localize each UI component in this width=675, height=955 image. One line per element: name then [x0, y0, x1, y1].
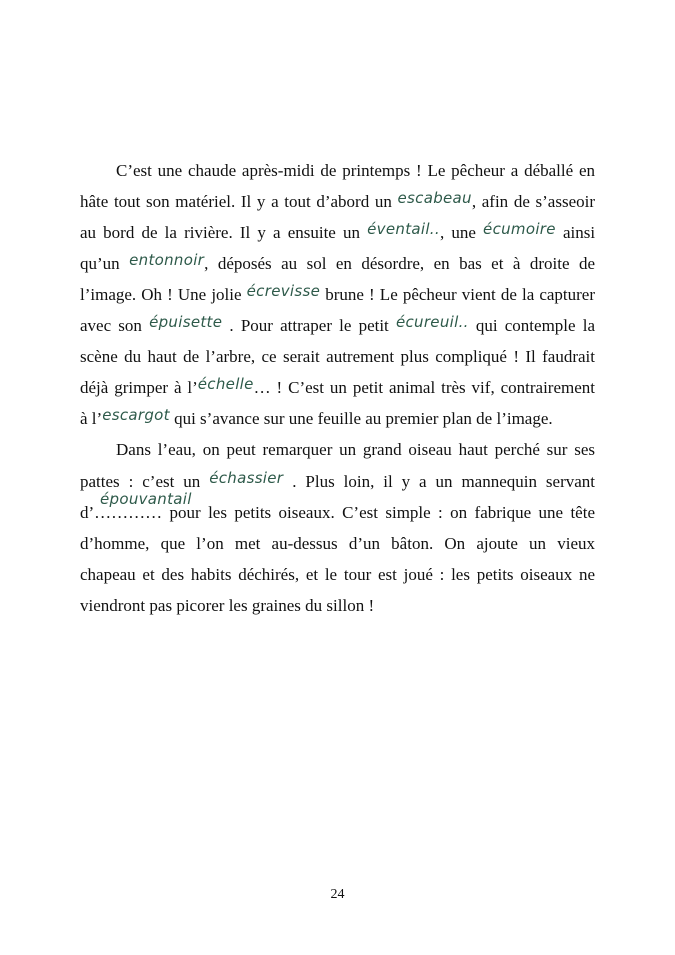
text-segment: à l’: [80, 409, 103, 428]
text-segment: scène du haut de l’arbre, ce serait autrement plus compliqué ! Il faudrait: [80, 347, 595, 366]
dotted-blank: [80, 490, 192, 523]
text-segment: , une: [439, 223, 476, 242]
para1-line1: [116, 161, 595, 181]
handwritten-answer: escabeau: [397, 189, 472, 207]
handwritten-answer: écumoire: [483, 220, 556, 238]
handwritten-answer: escargot: [102, 406, 170, 424]
text-segment: avec son: [80, 316, 142, 335]
text-segment: . Plus loin, il y a un mannequin servant: [292, 472, 596, 491]
text-segment: l’image. Oh ! Une jolie: [80, 285, 242, 304]
text-segment: pattes : c’est un: [80, 472, 201, 491]
handwritten-answer: écureuil..: [395, 313, 469, 331]
handwritten-answer: épuisette: [149, 313, 223, 331]
text-segment: qui contemple la: [475, 316, 595, 335]
para1-line8: [80, 375, 595, 398]
para1-line9: [80, 406, 595, 429]
text-segment: pour les petits oiseaux. C’est simple : on fabrique une tête: [169, 503, 595, 522]
para1-line4: [80, 251, 596, 274]
para1-line6: [80, 313, 595, 336]
text-segment: qui s’avance sur une feuille au premier plan de l’image.: [174, 409, 553, 428]
text-segment: , déposés au sol en désordre, en bas et à droite de: [204, 254, 596, 273]
text-segment: déjà grimper à l’: [80, 378, 198, 397]
para2-line6: [80, 596, 595, 616]
handwritten-answer: épouvantail: [100, 490, 192, 508]
para1-line7: [80, 347, 595, 367]
text-segment: au bord de la rivière. Il y a ensuite un: [80, 223, 360, 242]
text-segment: d’homme, que l’on met au-dessus d’un bâton. On ajoute un vieux: [80, 534, 595, 553]
para2-line1: [116, 440, 595, 460]
para2-line4: [80, 534, 595, 554]
handwritten-answer: écrevisse: [246, 282, 321, 300]
handwritten-answer: entonnoir: [129, 251, 205, 269]
para1-line5: [80, 282, 596, 305]
text-segment: , afin de s’asseoir: [471, 192, 596, 211]
text-segment: hâte tout son matériel. Il y a tout d’abord un: [80, 192, 392, 211]
handwritten-answer: échelle: [197, 375, 254, 393]
text-segment: ainsi: [562, 223, 596, 242]
para2-line3: [80, 490, 595, 523]
text-segment: d’…………: [80, 503, 163, 522]
para1-line3: [80, 220, 596, 243]
text-segment: … ! C’est un petit animal très vif, contrairement: [253, 378, 595, 397]
handwritten-answer: échassier: [209, 469, 284, 487]
text-segment: C’est une chaude après-midi de printemps ! Le pêcheur a déballé en: [116, 161, 595, 180]
text-segment: Dans l’eau, on peut remarquer un grand oiseau haut perché sur ses: [116, 440, 595, 459]
para2-line5: [80, 565, 595, 585]
text-segment: chapeau et des habits déchirés, et le tour est joué : les petits oiseaux ne: [80, 565, 595, 584]
para1-line2: [80, 189, 596, 212]
text-segment: qu’un: [80, 254, 120, 273]
handwritten-answer: éventail..: [367, 220, 440, 238]
text-segment: viendront pas picorer les graines du sillon !: [80, 596, 375, 615]
text-segment: brune ! Le pêcheur vient de la capturer: [325, 285, 596, 304]
text-segment: . Pour attraper le petit: [229, 316, 389, 335]
page-number: 24: [330, 887, 345, 902]
